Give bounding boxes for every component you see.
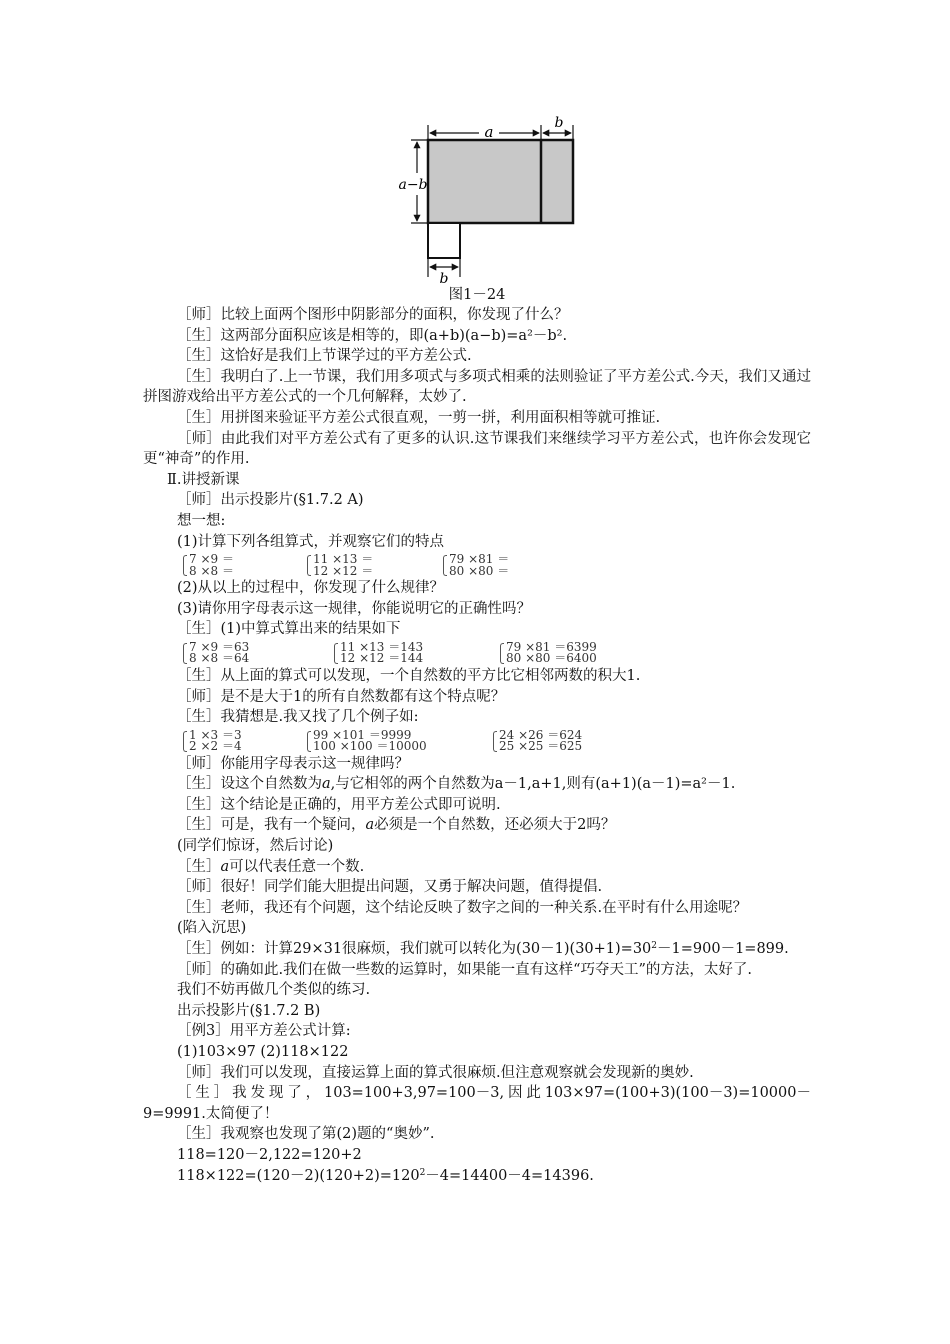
line-3: ［生］这恰好是我们上节课学过的平方差公式. [177,348,472,365]
equation-set-1: 7 ×9 ＝ 8 ×8 ＝ 11 ×13 ＝ 12 ×12 ＝ 79 ×81 ＝ 80 ×80 ＝ [143,554,811,577]
line-20: ［生］可是，我有一个疑问，a必须是一个自然数，还必须大于2吗？ [177,817,616,834]
section-heading: Ⅱ.讲授新课 [167,471,240,488]
line-19: ［生］这个结论是正确的，用平方差公式即可说明. [177,796,501,813]
line-14: ［生］从上面的算式可以发现，一个自然数的平方比它相邻两数的积大1. [177,667,641,684]
figure-1-24 [143,115,811,295]
line-29: 出示投影片(§1.7.2 B) [177,1002,321,1019]
lower-block [428,223,460,258]
label-b-top: b [554,115,564,131]
line-34: ［生］我观察也发现了第(2)题的“奥妙”. [177,1126,435,1143]
line-27: ［师］的确如此.我们在做一些数的运算时，如果能一直有这样“巧夺天工”的方法，太好了. [177,961,753,978]
formula-square-difference: (a+b)(a−b)=a²－b². [423,327,568,344]
figure-caption: 图1－24 [448,287,506,303]
line-10: (1)计算下列各组算式，并观察它们的特点 [177,533,445,550]
line-11: (2)从以上的过程中，你发现了什么规律？ [177,580,445,597]
label-a: a [484,123,494,141]
label-b-bottom: b [439,271,449,285]
line-35: 118=120－2,122=120+2 [177,1146,362,1163]
line-1: ［师］比较上面两个图形中阴影部分的面积，你发现了什么？ [177,307,569,323]
line-18: ［生］设这个自然数为a,与它相邻的两个自然数为a－1,a+1,则有(a+1)(a－1)=a²－1. [177,776,736,793]
line-24: ［生］老师，我还有个问题，这个结论反映了数字之间的一种关系.在平时有什么用途呢？ [177,899,748,916]
line-32: ［师］我们可以发现，直接运算上面的算式很麻烦.但注意观察就会发现新的奥妙. [177,1064,694,1081]
line-2: ［生］这两部分面积应该是相等的，即(a+b)(a−b)=a²－b². [177,327,568,344]
line-23: ［师］很好！同学们能大胆提出问题，又勇于解决问题，值得提倡. [177,879,603,896]
equation-set-3: 1 ×3 ＝3 2 ×2 ＝4 99 ×101 ＝9999 100 ×100 ＝10000 24 ×26 ＝624 25 ×25 ＝625 [143,730,811,753]
line-15: ［师］是不是大于1的所有自然数都有这个特点呢？ [177,688,506,705]
line-16: ［生］我猜想是.我又找了几个例子如: [177,709,419,726]
area-diagram [393,115,733,285]
line-30: ［例3］用平方差公式计算: [177,1023,351,1040]
line-6: ［师］由此我们对平方差公式有了更多的认识.这节课我们来继续学习平方差公式，也许你会发现它更“神奇”的作用. [143,430,811,468]
line-22: ［生］a可以代表任意一个数. [177,858,365,875]
line-17: ［师］你能用字母表示这一规律吗？ [177,755,409,772]
line-26: ［生］例如：计算29×31很麻烦，我们就可以转化为$(30-1)(30+1)=30^2-1=900-1=899$. [177,941,789,958]
label-a-minus-b: a−b [398,177,428,193]
line-13: ［生］(1)中算式算出来的结果如下 [177,621,401,638]
line-9: 想一想: [177,512,226,529]
line-12: (3)请你用字母表示这一规律，你能说明它的正确性吗？ [177,600,532,617]
line-28: 我们不妨再做几个类似的练习. [177,982,371,999]
line-33: ［生］我发现了，103=100+3,97=100－3,因此103×97=(100+3)(100－3)=10000－9=9991.太简便了！ [143,1085,811,1122]
equation-set-2: 7 ×9 ＝63 8 ×8 ＝64 11 ×13 ＝143 12 ×12 ＝144 79 ×81 ＝6399 80 ×80 ＝6400 [143,642,811,665]
line-25: (陷入沉思) [177,920,247,937]
shaded-rectangle [428,140,573,223]
line-36: $118\times 122=(120-2)(120+2)=120^2-4=14400-4=14396$. [177,1167,594,1184]
line-31: (1)103×97 (2)118×122 [177,1044,349,1060]
line-21: (同学们惊讶，然后讨论) [177,838,334,855]
line-4: ［生］我明白了.上一节课，我们用多项式与多项式相乘的法则验证了平方差公式.今天，我们又通过拼图游戏给出平方差公式的一个几何解释，太妙了. [143,368,811,406]
document-page [143,115,811,1186]
line-8: ［师］出示投影片(§1.7.2 A) [177,492,364,509]
line-5: ［生］用拼图来验证平方差公式很直观，一剪一拼，利用面积相等就可推证. [177,409,661,426]
